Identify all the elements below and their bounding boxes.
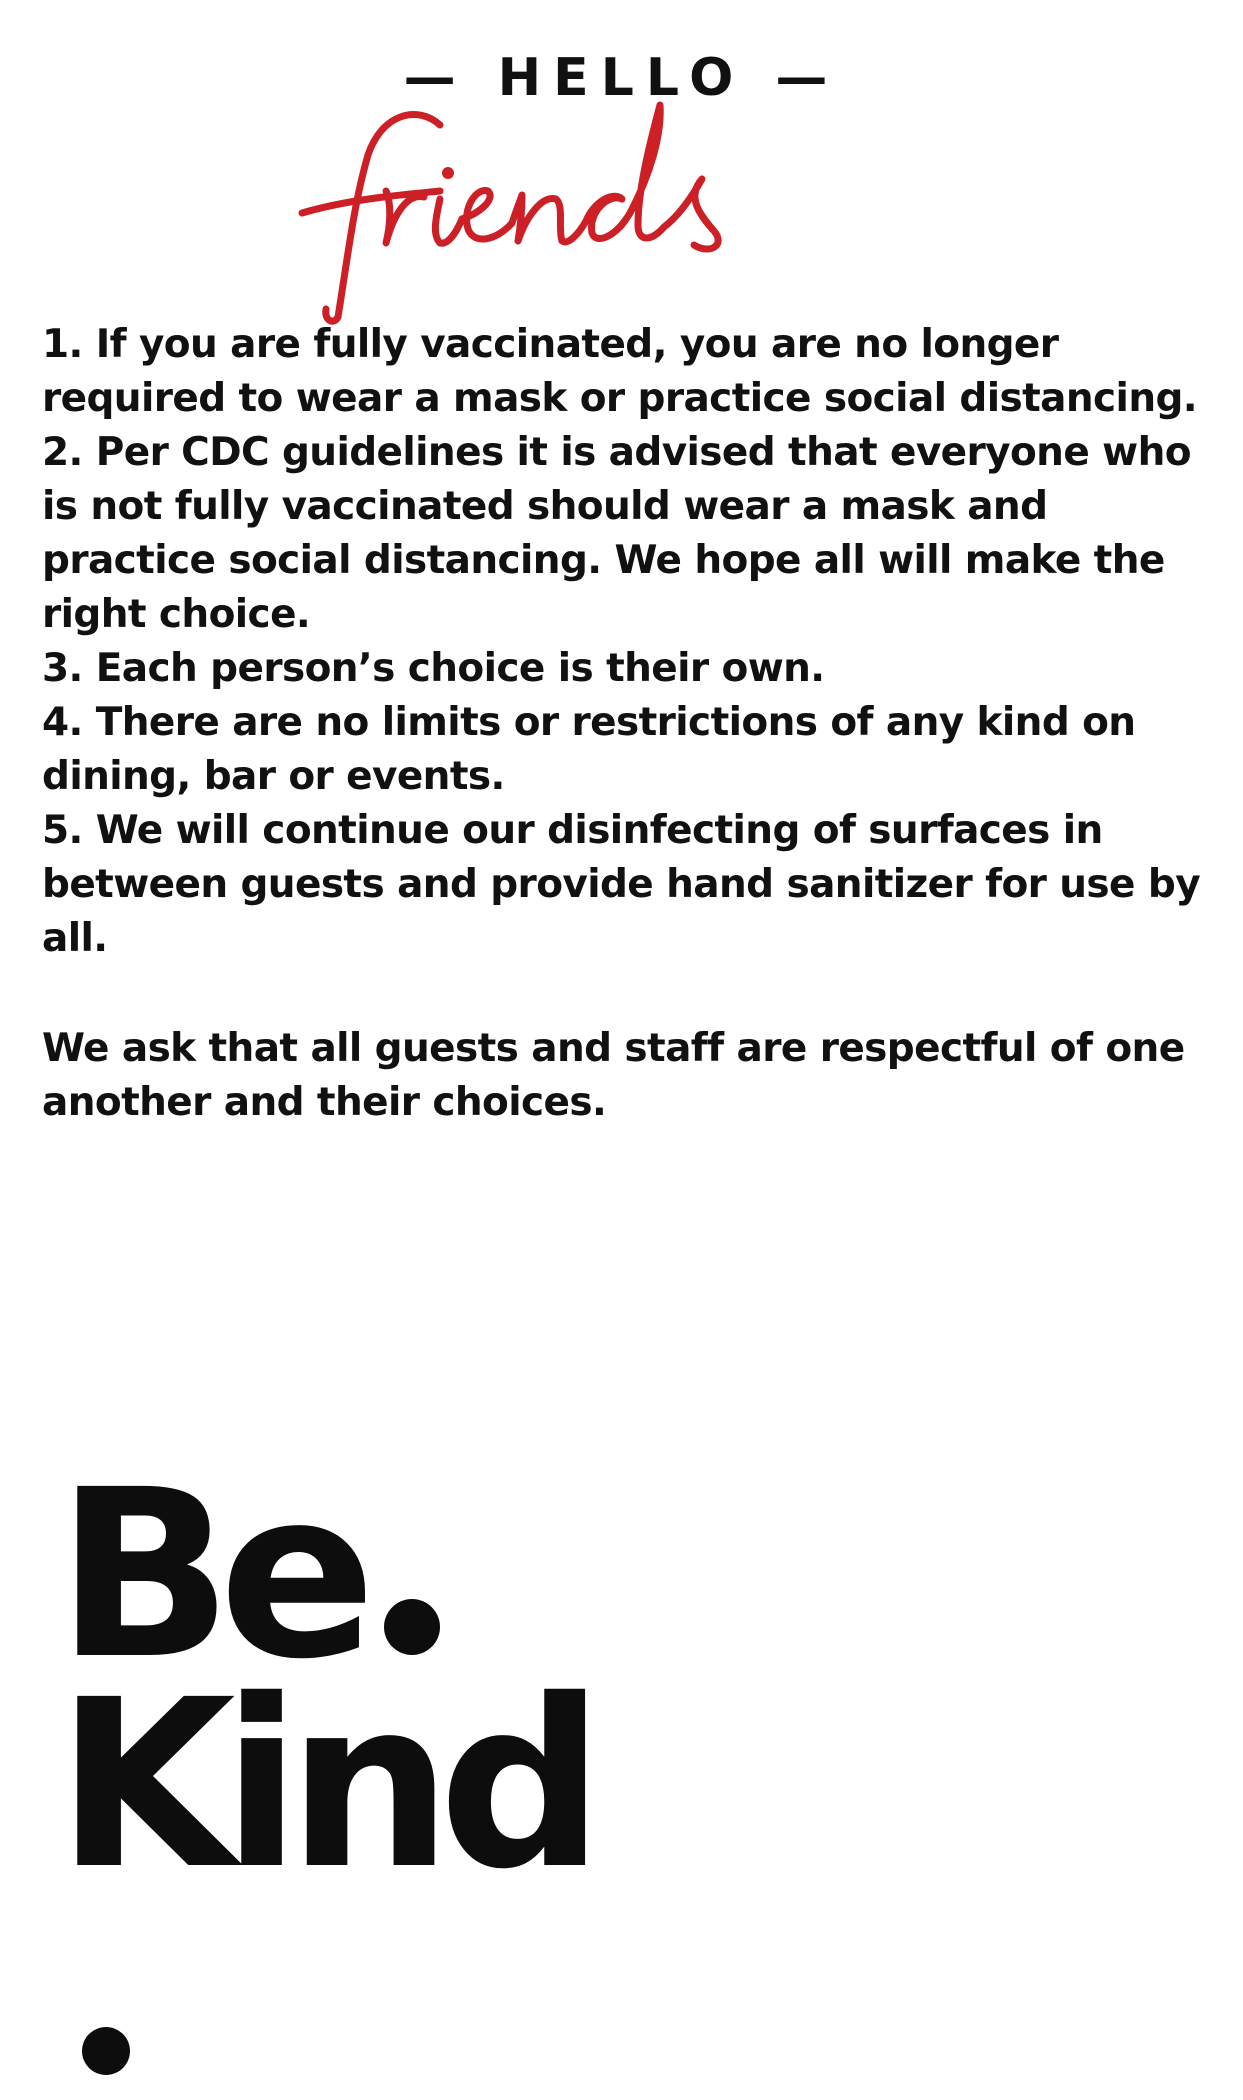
slogan-be: Be	[56, 1440, 363, 1710]
slogan-dot-be	[384, 1599, 440, 1655]
friends-script-graphic	[290, 95, 930, 325]
rules-list	[42, 318, 1212, 966]
rule-1: 1. If you are fully vaccinated, you are no longer required to wear a mask or practice social distancing.	[42, 322, 1198, 421]
hello-heading: — HELLO —	[403, 48, 840, 108]
be-kind-slogan	[56, 1440, 656, 2100]
slogan-line-1	[56, 1440, 656, 1710]
slogan-dot-kind	[82, 2027, 130, 2075]
rule-4: 4. There are no limits or restrictions of any kind on dining, bar or events.	[42, 700, 1136, 799]
rule-2: 2. Per CDC guidelines it is advised that everyone who is not fully vaccinated should wear a mask and practice social distancing. We hope all will make the right choice.	[42, 430, 1191, 637]
slogan-line-2	[56, 1650, 656, 2100]
friends-script-logo	[290, 95, 930, 325]
rule-5: 5. We will continue our disinfecting of surfaces in between guests and provide hand sanitizer for use by all.	[42, 808, 1201, 961]
slogan-kind: Kind	[56, 1650, 591, 1920]
i-dot	[442, 167, 454, 179]
closing-statement: We ask that all guests and staff are respectful of one another and their choices.	[42, 1026, 1185, 1125]
rule-3: 3. Each person’s choice is their own.	[42, 646, 825, 691]
